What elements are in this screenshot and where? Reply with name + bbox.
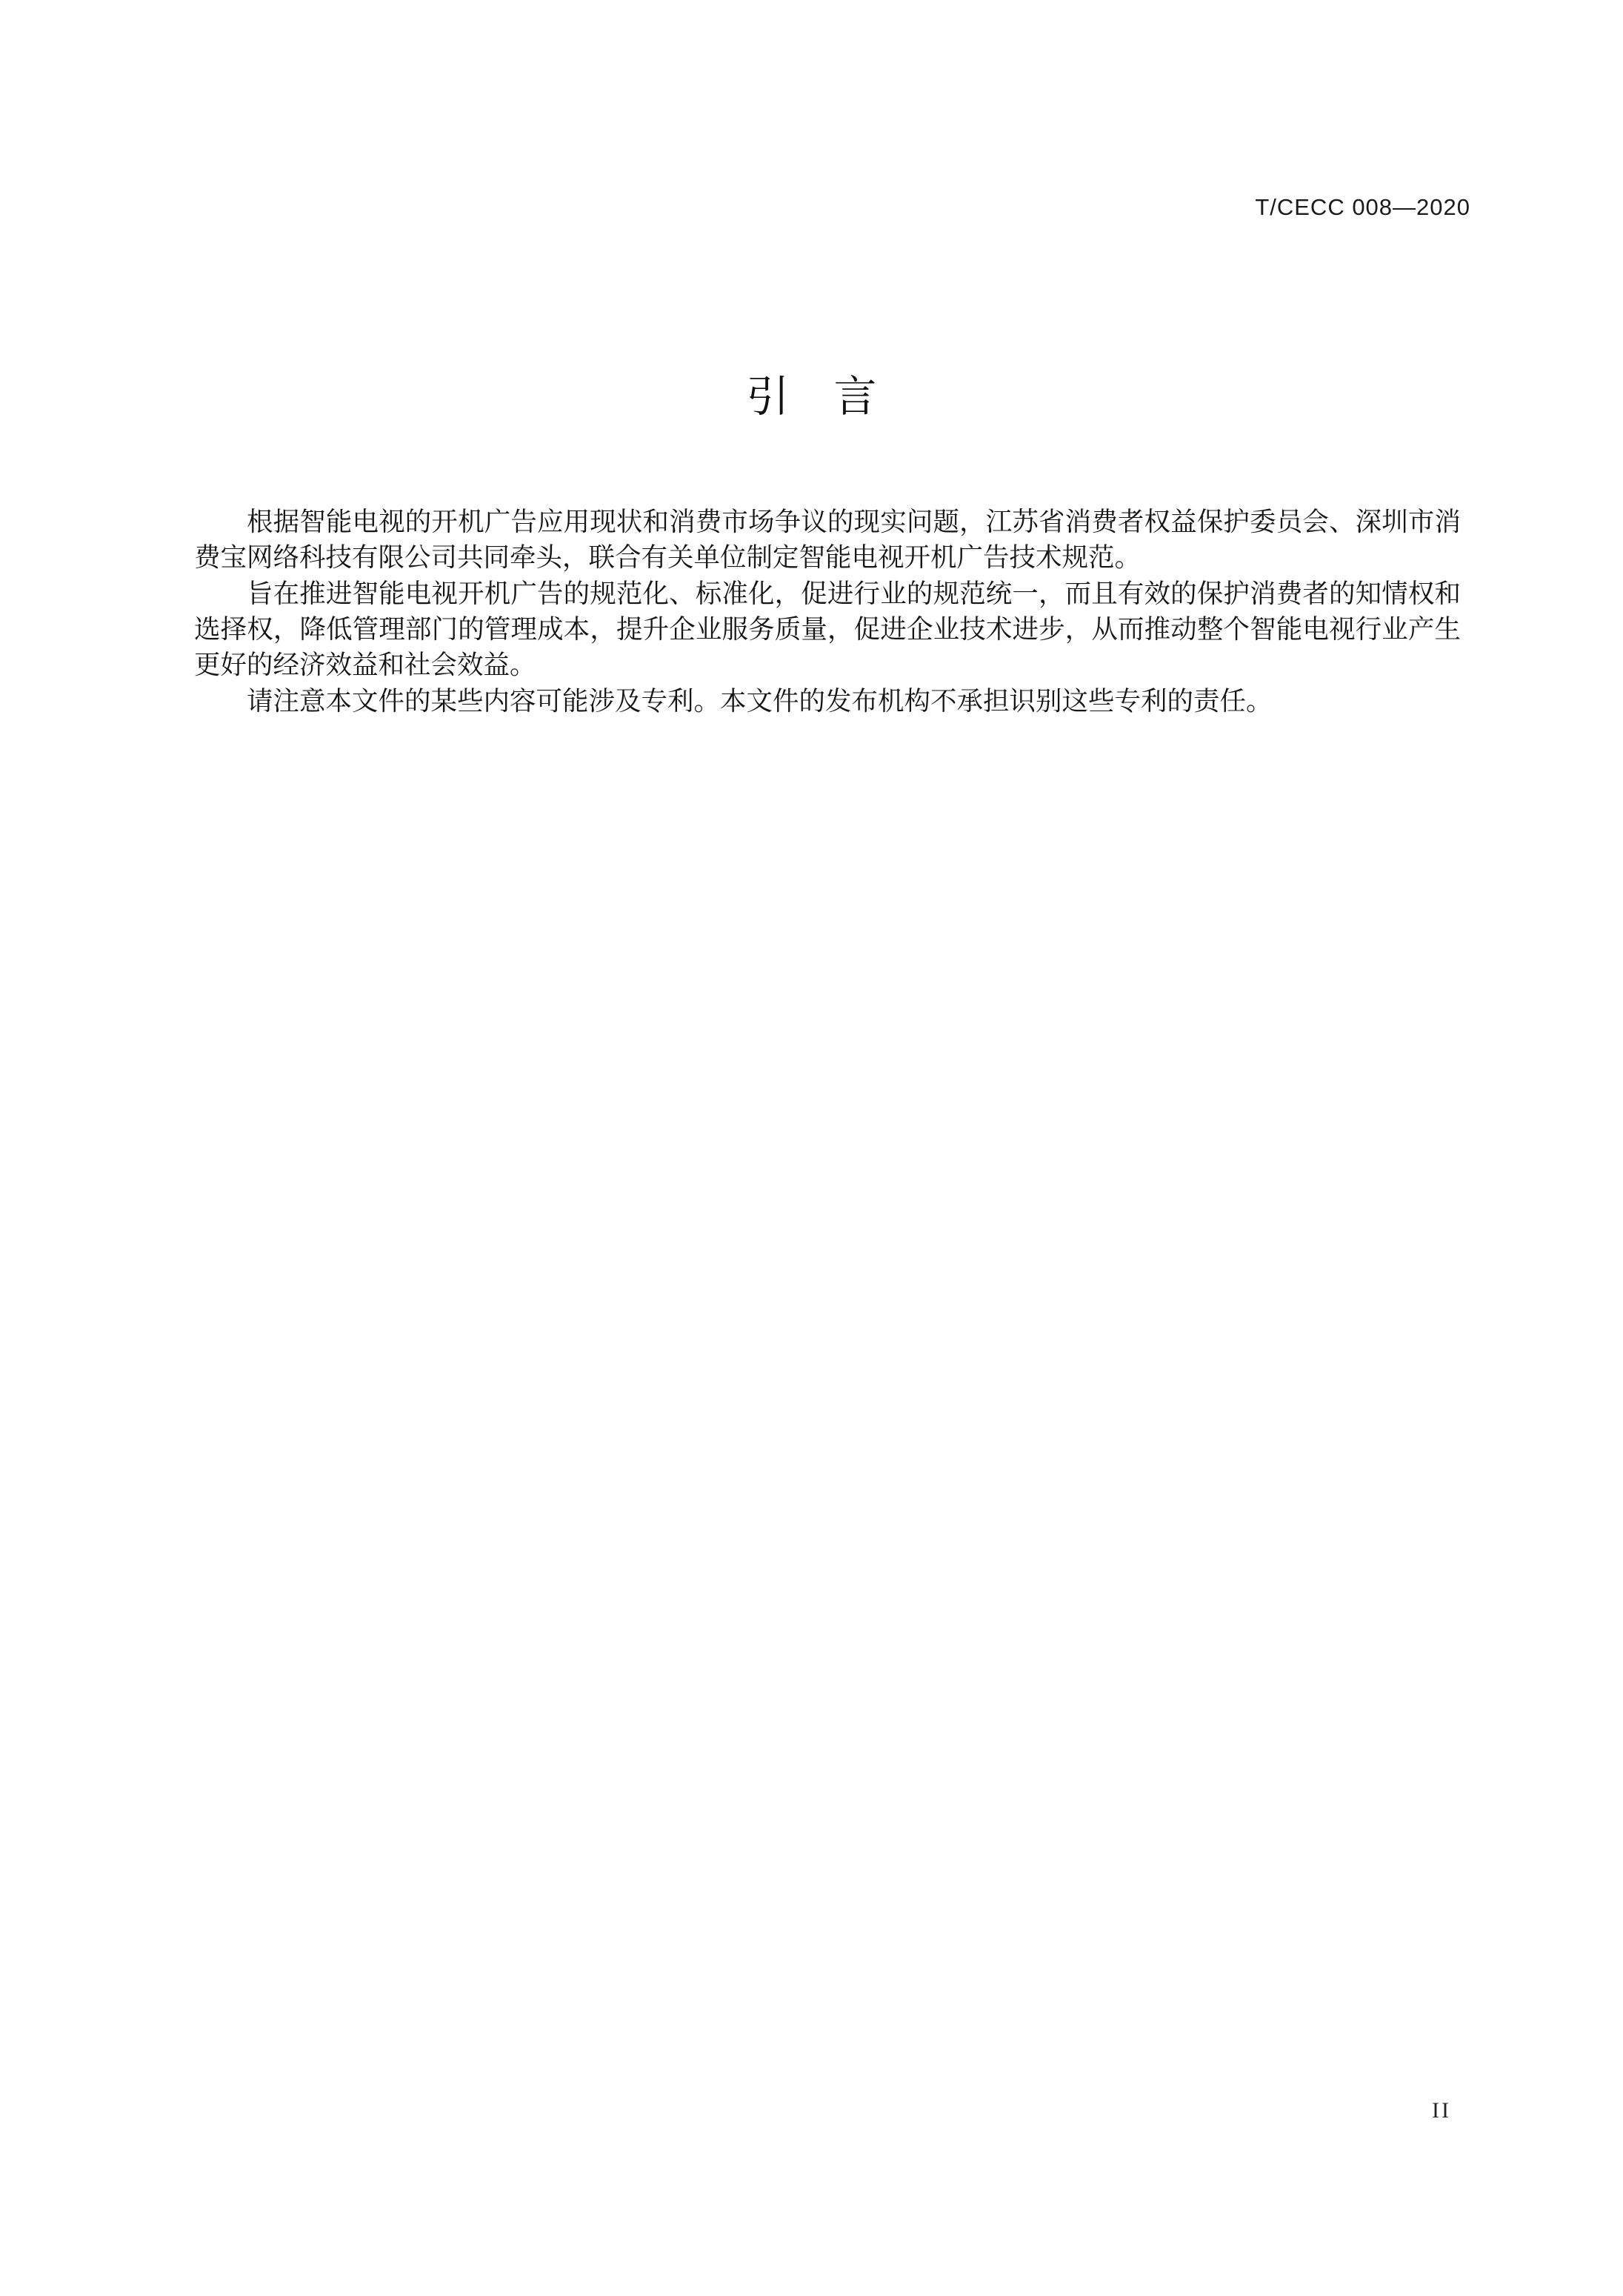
document-code: T/CECC 008—2020 xyxy=(1255,194,1470,220)
page-number: II xyxy=(1432,2098,1451,2123)
page-title: 引言 xyxy=(746,371,922,422)
introduction-body xyxy=(194,505,1461,720)
paragraph: 根据智能电视的开机广告应用现状和消费市场争议的现实问题，江苏省消费者权益保护委员会、深圳市消费宝网络科技有限公司共同牵头，联合有关单位制定智能电视开机广告技术规范。 xyxy=(194,507,1461,573)
paragraph: 旨在推进智能电视开机广告的规范化、标准化，促进行业的规范统一，而且有效的保护消费者的知情权和选择权，降低管理部门的管理成本，提升企业服务质量，促进企业技术进步，从而推动整个智能电视行业产生更好的经济效益和社会效益。 xyxy=(194,579,1461,680)
paragraph: 请注意本文件的某些内容可能涉及专利。本文件的发布机构不承担识别这些专利的责任。 xyxy=(247,686,1273,716)
